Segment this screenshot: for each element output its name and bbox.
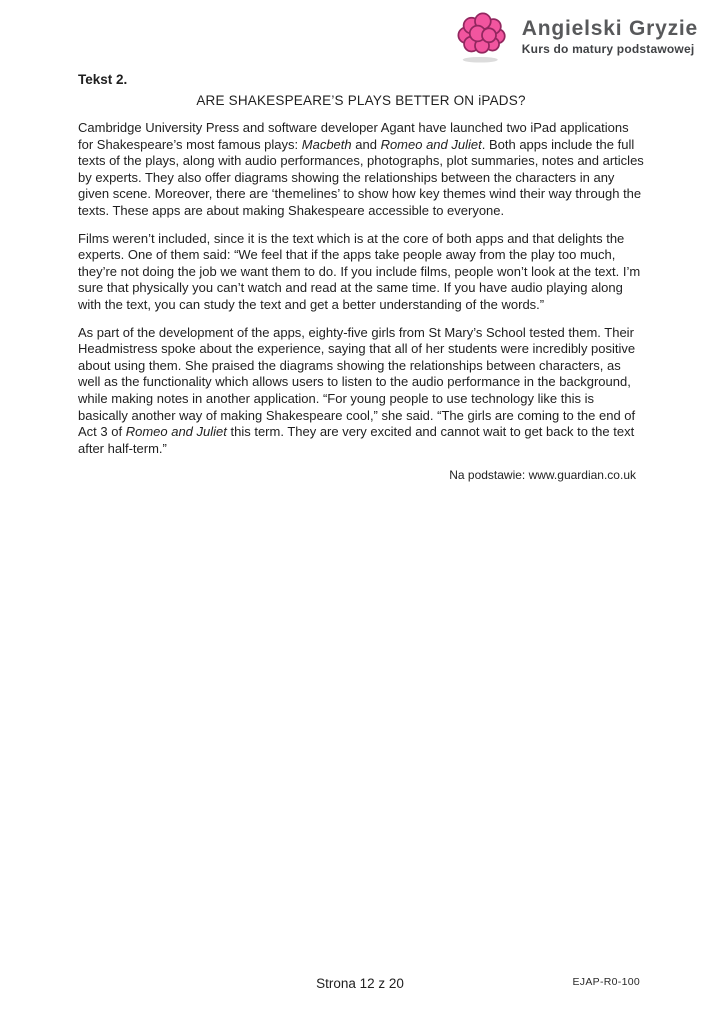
body-paragraph: Films weren’t included, since it is the text which is at the core of both apps and that delights the experts. One of them said: “We feel that if the apps take people away from the play too much, they’re not doing the job we want them to do. If you include films, people won’t look at the text. I’m sure that physically you can’t watch and read at the same time. If you have audio playing along with the text, you can study the text and get a better understanding of the words.” bbox=[78, 230, 641, 312]
passage-body bbox=[78, 120, 644, 457]
brand-text bbox=[522, 17, 698, 57]
section-label: Tekst 2. bbox=[78, 72, 128, 87]
passage-title: ARE SHAKESPEARE’S PLAYS BETTER ON iPADS? bbox=[196, 93, 526, 108]
reading-passage bbox=[78, 72, 644, 494]
source-attribution: Na podstawie: www.guardian.co.uk bbox=[449, 468, 636, 483]
brain-icon bbox=[454, 8, 510, 66]
brand-logo bbox=[454, 8, 698, 66]
body-paragraph: As part of the development of the apps, eighty-five girls from St Mary’s School tested them. Their Headmistress spoke about the experience, saying that all of her students were incredibly positive about using them. She praised the diagrams showing the relationships between characters, as well as the functionality which allows users to listen to the audio performance in the background, while making notes in another application. “For young people to use technology like this is basically another way of making Shakespeare cool,” she said. “The girls are coming to the end of Act 3 of Romeo and Juliet this term. They are very excited and cannot wait to get back to the text after half-term.” bbox=[78, 324, 636, 456]
exam-code: EJAP-R0-100 bbox=[572, 976, 640, 988]
brand-title: Angielski Gryzie bbox=[521, 17, 698, 40]
body-paragraph: Cambridge University Press and software developer Agant have launched two iPad applications for Shakespeare’s most famous plays: Macbeth and Romeo and Juliet. Both apps include the full texts of the plays, along with audio performances, photographs, plot summaries, notes and articles by experts. They also offer diagrams showing the relationships between the characters in any given scene. Moreover, there are ‘themelines’ to show how key themes wind their way through the texts. These apps are about making Shakespeare accessible to everyone. bbox=[78, 120, 644, 218]
page-number: Strona 12 z 20 bbox=[316, 976, 404, 991]
brand-subtitle: Kurs do matury podstawowej bbox=[521, 42, 695, 56]
